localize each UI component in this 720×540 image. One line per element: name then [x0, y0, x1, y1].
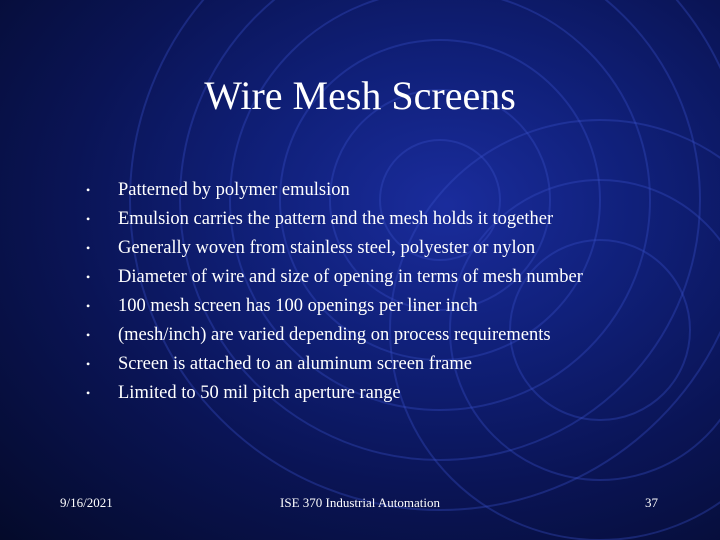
bullet-text: Limited to 50 mil pitch aperture range — [118, 383, 401, 403]
bullet-text: Emulsion carries the pattern and the mesh holds it together — [118, 209, 554, 229]
slide-title: Wire Mesh Screens — [204, 73, 516, 118]
bullet-marker: • — [86, 270, 91, 284]
bullet-marker: • — [86, 183, 91, 197]
footer-page-number: 37 — [645, 495, 658, 510]
bullet-marker: • — [86, 386, 91, 400]
bullet-text: Patterned by polymer emulsion — [118, 180, 350, 200]
bullet-item — [86, 350, 583, 379]
bullet-item — [86, 205, 583, 234]
bullet-text: 100 mesh screen has 100 openings per liner inch — [118, 296, 478, 316]
bullet-marker: • — [86, 328, 91, 342]
bullet-marker: • — [86, 212, 91, 226]
bullet-item — [86, 234, 583, 263]
footer-date: 9/16/2021 — [60, 495, 113, 510]
bullet-text: Generally woven from stainless steel, polyester or nylon — [118, 238, 536, 258]
bullet-text: Diameter of wire and size of opening in terms of mesh number — [118, 267, 583, 287]
bullet-item — [86, 292, 583, 321]
bullet-marker: • — [86, 299, 91, 313]
bullet-marker: • — [86, 357, 91, 371]
bullet-item — [86, 379, 583, 408]
bullet-item — [86, 176, 583, 205]
bullet-marker: • — [86, 241, 91, 255]
footer-course-title: ISE 370 Industrial Automation — [280, 495, 440, 510]
bullet-item — [86, 263, 583, 292]
bullet-text: (mesh/inch) are varied depending on process requirements — [118, 325, 551, 345]
bullet-list — [86, 176, 583, 408]
bullet-text: Screen is attached to an aluminum screen frame — [118, 354, 472, 374]
bullet-item — [86, 321, 583, 350]
